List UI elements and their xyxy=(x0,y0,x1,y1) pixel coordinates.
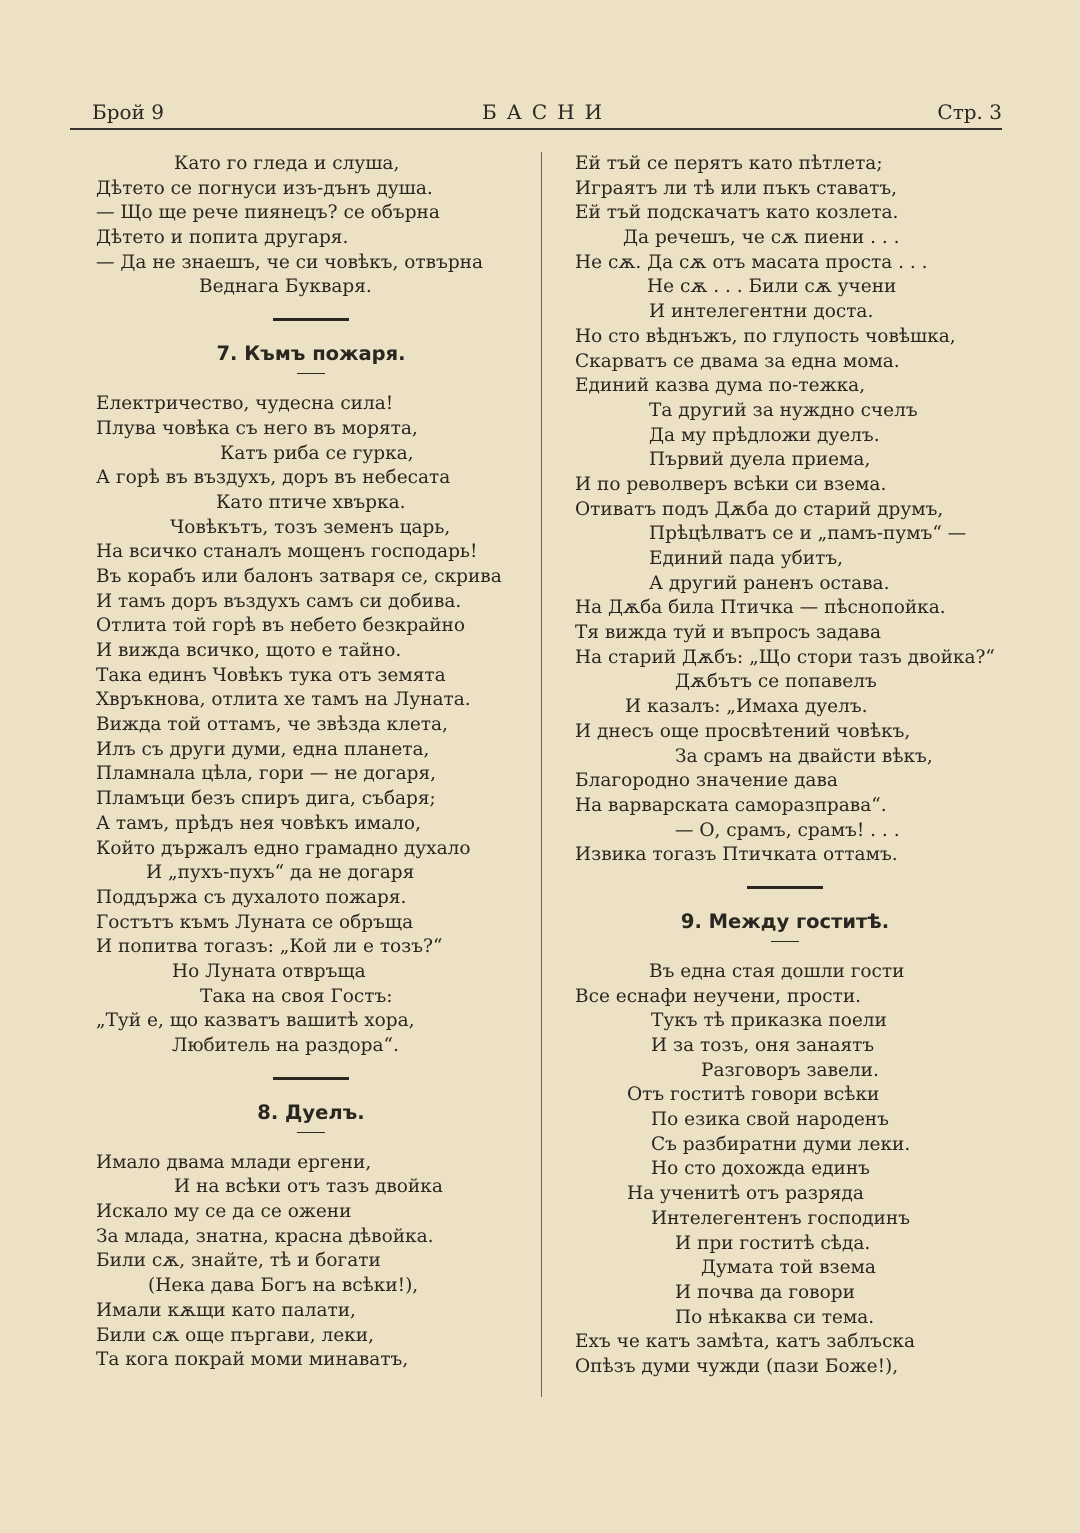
left-column xyxy=(96,152,526,1373)
verse-line: И на всѣки отъ тазъ двойка xyxy=(174,1176,443,1198)
verse-line: Да му прѣдложи дуелъ. xyxy=(649,424,880,446)
verse-line: Като птиче хвърка. xyxy=(216,491,406,513)
verse-line: Поддържа съ духалото пожаря. xyxy=(96,886,407,908)
verse-line: Електричество, чудесна сила! xyxy=(96,393,394,415)
verse-line: Но Луната отвръща xyxy=(172,960,366,982)
verse-line: Любитель на раздора“. xyxy=(172,1035,399,1056)
verse-line: Вижда той оттамъ, че звѣзда клета, xyxy=(96,714,448,736)
verse-line: И за тозъ, оня занаятъ xyxy=(651,1035,875,1056)
verse-line: За срамъ на двайсти вѣкъ, xyxy=(675,745,933,767)
header-rule xyxy=(70,128,1002,130)
verse-line: Хвръкнова, отлита хе тамъ на Луната. xyxy=(96,689,471,711)
verse-line: Отлита той горѣ въ небето безкрайно xyxy=(96,615,466,637)
column-divider xyxy=(541,152,542,1397)
verse-line: — Що ще рече пиянецъ? се обърна xyxy=(96,202,440,224)
verse-line: Първий дуела приема, xyxy=(649,449,871,471)
right-column xyxy=(575,152,995,1380)
verse-line: Все еснафи неучени, прости. xyxy=(575,985,862,1007)
poem-section-9 xyxy=(575,960,995,1380)
verse-line: Интелегентенъ господинъ xyxy=(651,1207,910,1229)
verse-line: Гостътъ къмъ Луната се обръща xyxy=(96,911,414,933)
page-number: Стр. 3 xyxy=(937,100,1002,124)
verse-line: Илъ съ други думи, една планета, xyxy=(96,738,430,760)
verse-line: Отиватъ подъ Дѫба до старий друмъ, xyxy=(575,498,944,520)
section-title-9: 9. Между гоститѣ. xyxy=(680,909,890,933)
verse-line: И вижда всичко, щото е тайно. xyxy=(96,640,402,661)
verse-line: Пламнала цѣла, гори — не догаря, xyxy=(96,763,436,785)
verse-line: Благородно значение дава xyxy=(575,770,838,792)
verse-line: Така единъ Човѣкъ тука отъ земята xyxy=(96,664,446,686)
verse-line: По нѣкаква си тема. xyxy=(675,1306,875,1328)
verse-line: На ученитѣ отъ разряда xyxy=(627,1183,864,1205)
verse-line: На варварската саморазправа“. xyxy=(575,794,887,816)
verse-line: А горѣ въ въздухъ, доръ въ небесата xyxy=(96,467,451,489)
verse-line: Дѣтето и попита другаря. xyxy=(96,227,349,249)
verse-line: Да речешъ, че сѫ пиени . . . xyxy=(623,227,900,249)
verse-line: — О, срамъ, срамъ! . . . xyxy=(675,819,900,841)
verse-line: Който държалъ едно грамадно духало xyxy=(96,837,471,859)
verse-line: По езика свой народенъ xyxy=(651,1109,889,1131)
verse-line: Дѣтето се погнуси изъ-дънъ душа. xyxy=(96,177,433,199)
verse-line: На Дѫба била Птичка — пѣснопойка. xyxy=(575,597,946,619)
verse-line: Прѣцѣлватъ се и „памъ-пумъ“ — xyxy=(649,523,967,545)
verse-line: Катъ риба се гурка, xyxy=(220,442,414,464)
verse-line: Плува човѣка съ него въ морята, xyxy=(96,417,418,439)
verse-line: Та кога покрай моми минаватъ, xyxy=(96,1349,409,1371)
verse-line: Извика тогазъ Птичката оттамъ. xyxy=(575,844,898,866)
verse-line: На всичко станалъ мощенъ господарь! xyxy=(96,541,478,563)
verse-line: Тукъ тѣ приказка поели xyxy=(651,1010,887,1032)
poem-intro-ending xyxy=(96,152,526,300)
verse-line: Играятъ ли тѣ или пъкъ ставатъ, xyxy=(575,177,898,199)
verse-line: Разговоръ завели. xyxy=(701,1059,879,1081)
verse-line: Единий казва дума по-тежка, xyxy=(575,375,866,397)
verse-line: И почва да говори xyxy=(675,1281,855,1303)
verse-line: Тя вижда туй и въпросъ задава xyxy=(575,622,881,644)
verse-line: Не сѫ . . . Били сѫ учени xyxy=(647,276,897,298)
verse-line: И тамъ доръ въздухъ самъ си добива. xyxy=(96,590,462,612)
page-title: БАСНИ xyxy=(481,100,613,124)
poem-section-8 xyxy=(96,1151,526,1373)
verse-line: Като го гледа и слуша, xyxy=(174,153,400,174)
verse-line: И при гоститѣ сѣда. xyxy=(675,1232,871,1254)
verse-line: Не сѫ. Да сѫ отъ масата проста . . . xyxy=(575,251,928,273)
verse-line: Имало двама млади ергени, xyxy=(96,1151,372,1173)
verse-line: Искало му се да се ожени xyxy=(96,1201,352,1223)
verse-line: Единий пада убитъ, xyxy=(649,548,843,569)
verse-line: И интелегентни доста. xyxy=(649,301,874,323)
section-title-8: 8. Дуелъ. xyxy=(257,1100,365,1124)
verse-line: Ей тъй подскачатъ като козлета. xyxy=(575,202,899,224)
verse-line: И „пухъ-пухъ“ да не догаря xyxy=(146,862,415,884)
verse-line: Човѣкътъ, тозъ земенъ царь, xyxy=(170,516,451,538)
verse-line: Веднага Букваря. xyxy=(199,276,372,298)
verse-line: Въ една стая дошли гости xyxy=(649,960,905,982)
verse-line: Опѣзъ думи чужди (пази Боже!), xyxy=(575,1355,899,1377)
verse-line: За млада, знатна, красна дѣвойка. xyxy=(96,1225,434,1247)
verse-line: И попитва тогазъ: „Кой ли е тозъ?“ xyxy=(96,936,443,958)
verse-line: Така на своя Гостъ: xyxy=(200,985,393,1007)
verse-line: Ехъ че катъ замѣта, катъ заблъска xyxy=(575,1331,916,1353)
verse-line: А тамъ, прѣдъ нея човѣкъ имало, xyxy=(96,812,421,834)
verse-line: Пламъци безъ спиръ дига, събаря; xyxy=(96,788,436,810)
verse-line: Дѫбътъ се попавелъ xyxy=(675,671,877,693)
verse-line: Отъ гоститѣ говори всѣки xyxy=(627,1084,880,1106)
verse-line: (Нека дава Богъ на всѣки!), xyxy=(148,1275,419,1297)
verse-line: Думата той взема xyxy=(701,1257,876,1279)
verse-line: И днесъ още просвѣтений човѣкъ, xyxy=(575,720,911,742)
verse-line: А другий раненъ остава. xyxy=(649,572,890,594)
verse-line: Та другий за нуждно счелъ xyxy=(649,399,918,421)
verse-line: Но сто вѣднъжъ, по глупость човѣшка, xyxy=(575,325,956,347)
verse-line: Но сто дохожда единъ xyxy=(651,1158,870,1180)
poem-section-7 xyxy=(96,392,526,1059)
verse-line: „Туй е, що казватъ вашитѣ хора, xyxy=(96,1010,415,1032)
verse-line: Ей тъй се перятъ като пѣтлета; xyxy=(575,153,883,174)
verse-line: Съ разбиратни думи леки. xyxy=(651,1133,911,1155)
issue-number: Брой 9 xyxy=(92,100,164,124)
verse-line: Имали кѫщи като палати, xyxy=(96,1299,356,1321)
verse-line: И по револверъ всѣки си взема. xyxy=(575,473,887,495)
verse-line: Скарватъ се двама за една мома. xyxy=(575,350,900,372)
verse-line: И казалъ: „Имаха дуелъ. xyxy=(625,696,868,718)
verse-line: На старий Дѫбъ: „Що стори тазъ двойка?“ xyxy=(575,646,995,668)
section-title-7: 7. Къмъ пожаря. xyxy=(216,342,406,366)
verse-line: — Да не знаешъ, че си човѣкъ, отвърна xyxy=(96,251,484,273)
page-header xyxy=(92,100,1002,130)
verse-line: Били сѫ още пъргави, леки, xyxy=(96,1324,374,1346)
poem-section-8-continued xyxy=(575,152,995,868)
verse-line: Били сѫ, знайте, тѣ и богати xyxy=(96,1250,381,1272)
verse-line: Въ корабъ или балонъ затваря се, скрива xyxy=(96,565,502,587)
